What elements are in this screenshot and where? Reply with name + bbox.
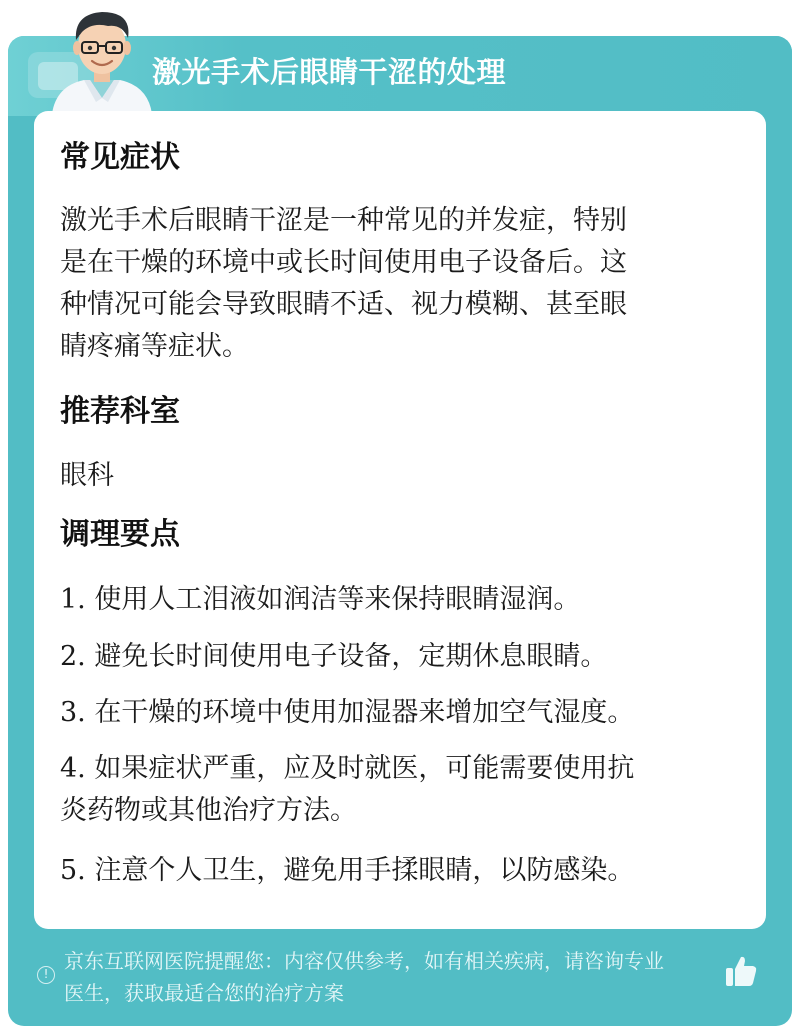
thumbs-up-icon[interactable] — [722, 952, 760, 990]
list-number: 5. — [60, 855, 86, 886]
list-item — [60, 748, 728, 832]
list-text: 炎药物或其他治疗方法。 — [60, 795, 357, 826]
list-item — [60, 579, 728, 621]
list-text: 使用人工泪液如润洁等来保持眼睛湿润。 — [94, 584, 581, 615]
department-heading: 推荐科室 — [60, 394, 180, 429]
doctor-avatar-icon — [46, 6, 158, 114]
symptoms-paragraph — [60, 200, 728, 368]
disclaimer-text — [64, 945, 728, 1009]
care-heading: 调理要点 — [60, 517, 180, 552]
list-text: 如果症状严重，应及时就医，可能需要使用抗 — [94, 753, 635, 784]
department-value: 眼科 — [60, 460, 114, 491]
list-item — [60, 692, 728, 734]
list-text: 注意个人卫生，避免用手揉眼睛，以防感染。 — [94, 855, 635, 886]
symptoms-line: 种情况可能会导致眼睛不适、视力模糊、甚至眼 — [60, 289, 627, 320]
disclaimer-line: 京东互联网医院提醒您：内容仅供参考，如有相关疾病，请咨询专业 — [64, 949, 664, 973]
symptoms-heading: 常见症状 — [60, 140, 180, 175]
list-text: 在干燥的环境中使用加湿器来增加空气湿度。 — [94, 697, 635, 728]
symptoms-line: 激光手术后眼睛干涩是一种常见的并发症，特别 — [60, 205, 627, 236]
list-text: 避免长时间使用电子设备，定期休息眼睛。 — [94, 641, 608, 672]
list-number: 1. — [60, 584, 86, 615]
list-number: 3. — [60, 697, 86, 728]
list-item — [60, 636, 728, 678]
info-icon: ! — [37, 966, 55, 984]
list-item — [60, 850, 728, 892]
list-number: 2. — [60, 641, 86, 672]
disclaimer-line: 医生，获取最适合您的治疗方案 — [64, 981, 344, 1005]
page-title: 激光手术后眼睛干涩的处理 — [152, 55, 507, 89]
symptoms-line: 是在干燥的环境中或长时间使用电子设备后。这 — [60, 247, 627, 278]
symptoms-line: 睛疼痛等症状。 — [60, 331, 249, 362]
list-number: 4. — [60, 753, 86, 784]
